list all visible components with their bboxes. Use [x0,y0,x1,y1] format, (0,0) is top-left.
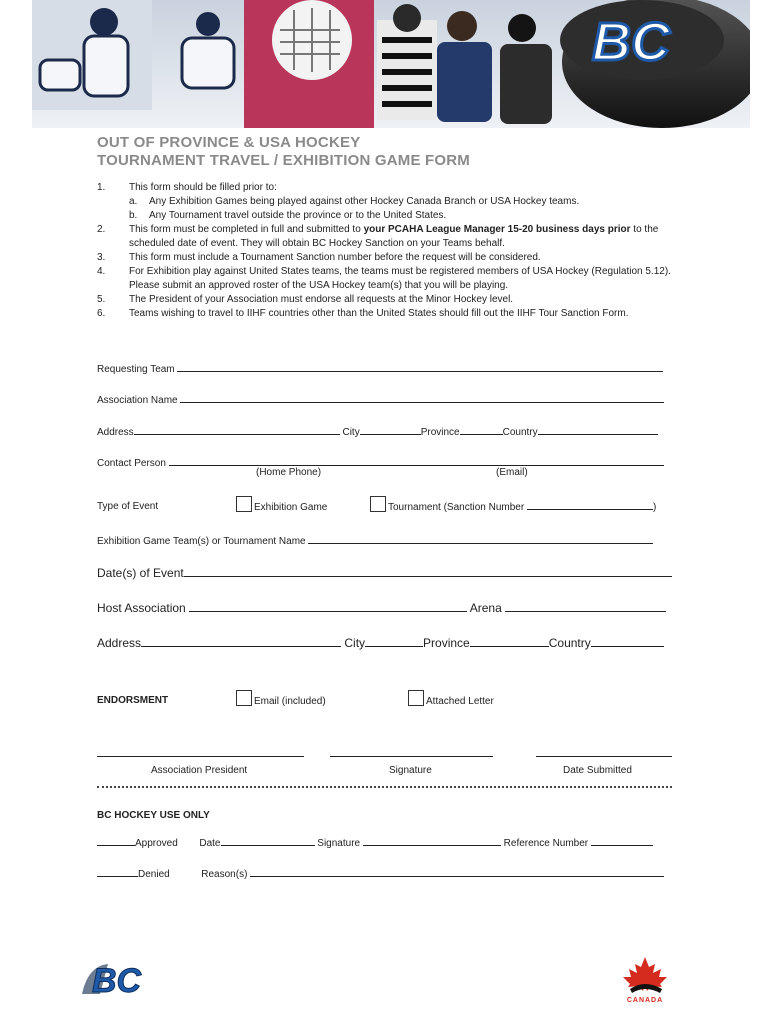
host-address-label: Address [97,636,142,650]
exhibition-game-label: Exhibition Game [254,502,328,513]
tournament-close-paren: ) [652,502,657,513]
country-field[interactable] [538,424,658,435]
dates-row [97,566,672,580]
type-of-event-label: Type of Event [97,501,159,512]
instruction-text: Teams wishing to travel to IIHF countries other than the United States should fill out the IIHF Tour Sanction Form. [129,308,629,319]
address-field[interactable] [134,424,340,435]
requesting-team-field[interactable] [177,361,663,372]
instruction-text: to the scheduled date of event. They will obtain BC Hockey Sanction on your Teams behalf. [129,224,659,249]
reference-number-field[interactable] [591,835,653,846]
exhibition-team-row [97,533,672,547]
office-date-field[interactable] [221,835,315,846]
city-label: City [342,427,360,438]
association-name-row [97,392,672,406]
email-included-option[interactable] [236,690,326,707]
address-label: Address [97,427,134,438]
denied-label: Denied [138,869,170,880]
dates-field[interactable] [184,566,672,577]
header-banner [32,0,750,128]
instruction-number: 2. [97,224,106,235]
sanction-number-field[interactable] [527,499,653,510]
host-province-field[interactable] [470,636,549,647]
approved-field[interactable] [97,835,135,846]
office-signature-label: Signature [317,838,361,849]
host-address-field[interactable] [141,636,341,647]
section-divider [97,786,672,788]
requesting-team-row [97,361,672,375]
host-country-field[interactable] [591,636,664,647]
requesting-team-label: Requesting Team [97,364,175,375]
instruction-text: For Exhibition play against United States teams, the teams must be registered members of USA Hockey (Regulation 5.12). Please submit an approved roster of the USA Hockey team(s) that you will be playing. [129,266,671,291]
association-name-field[interactable] [180,392,664,403]
arena-field[interactable] [505,601,666,612]
endorsement-label: ENDORSMENT [97,695,169,706]
bc-hockey-footer-logo [78,958,158,1000]
instruction-item [97,181,672,195]
instruction-text: This form should be filled prior to: [129,182,277,193]
approved-row [97,835,672,849]
date-submitted-caption: Date Submitted [563,765,632,776]
banner-collage-image [32,0,750,128]
country-label: Country [502,427,538,438]
instruction-text: The President of your Association must endorse all requests at the Minor Hockey level. [129,294,514,305]
instruction-number: 4. [97,266,106,277]
reasons-label: Reason(s) [201,869,248,880]
instruction-item [97,307,672,321]
approved-label: Approved [135,838,178,849]
instruction-number: 3. [97,252,106,263]
exhibition-game-option[interactable] [236,496,327,513]
date-submitted-line[interactable] [536,756,672,757]
bc-banner-logo: BC [592,12,670,72]
host-association-field[interactable] [189,601,467,612]
home-phone-caption: (Home Phone) [256,467,322,478]
exhibition-team-label: Exhibition Game Team(s) or Tournament Name [97,536,306,547]
office-signature-field[interactable] [363,835,501,846]
signature-line[interactable] [330,756,493,757]
arena-label: Arena [469,601,502,615]
instruction-emphasis: your PCAHA League Manager 15-20 business days [363,224,605,235]
email-included-checkbox[interactable] [236,690,252,706]
denied-row [97,866,672,880]
address-row [97,424,672,438]
instruction-number: 6. [97,308,106,319]
exhibition-team-field[interactable] [308,533,653,544]
host-association-label: Host Association [97,601,186,615]
denied-field[interactable] [97,866,138,877]
contact-person-label: Contact Person [97,458,166,469]
tournament-checkbox[interactable] [370,496,386,512]
instruction-item [97,251,672,265]
instruction-text: Any Tournament travel outside the province or to the United States. [149,210,447,221]
reasons-field[interactable] [250,866,664,877]
instruction-text: This form must be completed in full and submitted to [129,224,364,235]
bc-footer-logo-text: BC [92,962,142,1000]
instruction-number: 1. [97,182,106,193]
instruction-text: Any Exhibition Games being played against other Hockey Canada Branch or USA Hockey teams. [149,196,580,207]
host-association-row [97,601,672,615]
city-field[interactable] [360,424,421,435]
contact-person-row [97,455,672,469]
form-title-line-1: OUT OF PROVINCE & USA HOCKEY [97,134,361,151]
tournament-label: Tournament (Sanction Number [388,502,525,513]
instruction-subitem [97,209,672,223]
hockey-canada-logo [616,955,674,1005]
association-president-caption: Association President [151,765,248,776]
canada-logo-text: CANADA [626,997,664,1004]
email-included-label: Email (included) [254,696,326,707]
host-city-field[interactable] [365,636,423,647]
dates-label: Date(s) of Event [97,566,184,580]
association-name-label: Association Name [97,395,178,406]
host-address-row [97,636,672,650]
instruction-subitem [97,195,672,209]
form-title [97,134,470,170]
contact-person-field[interactable] [169,455,664,466]
exhibition-game-checkbox[interactable] [236,496,252,512]
reference-number-label: Reference Number [503,838,589,849]
host-country-label: Country [548,636,591,650]
attached-letter-option[interactable] [408,690,494,707]
office-use-heading: BC HOCKEY USE ONLY [97,810,210,821]
instruction-item [97,293,672,307]
host-province-label: Province [423,636,470,650]
instruction-number: b. [129,210,138,221]
instruction-item [97,265,672,293]
province-field[interactable] [460,424,503,435]
instruction-item [97,223,672,251]
form-title-line-2: TOURNAMENT TRAVEL / EXHIBITION GAME FORM [97,152,471,169]
instructions-list [97,181,672,321]
instruction-text: This form must include a Tournament Sanction number before the request will be considered. [129,252,541,263]
instruction-number: a. [129,196,138,207]
email-caption: (Email) [496,467,528,478]
instruction-number: 5. [97,294,106,305]
instruction-emphasis: prior [607,224,631,235]
attached-letter-label: Attached Letter [426,696,494,707]
tournament-option[interactable] [370,496,656,513]
province-label: Province [420,427,460,438]
attached-letter-checkbox[interactable] [408,690,424,706]
office-date-label: Date [199,838,221,849]
host-city-label: City [344,636,366,650]
association-president-signature-line[interactable] [97,756,304,757]
signature-caption: Signature [389,765,432,776]
